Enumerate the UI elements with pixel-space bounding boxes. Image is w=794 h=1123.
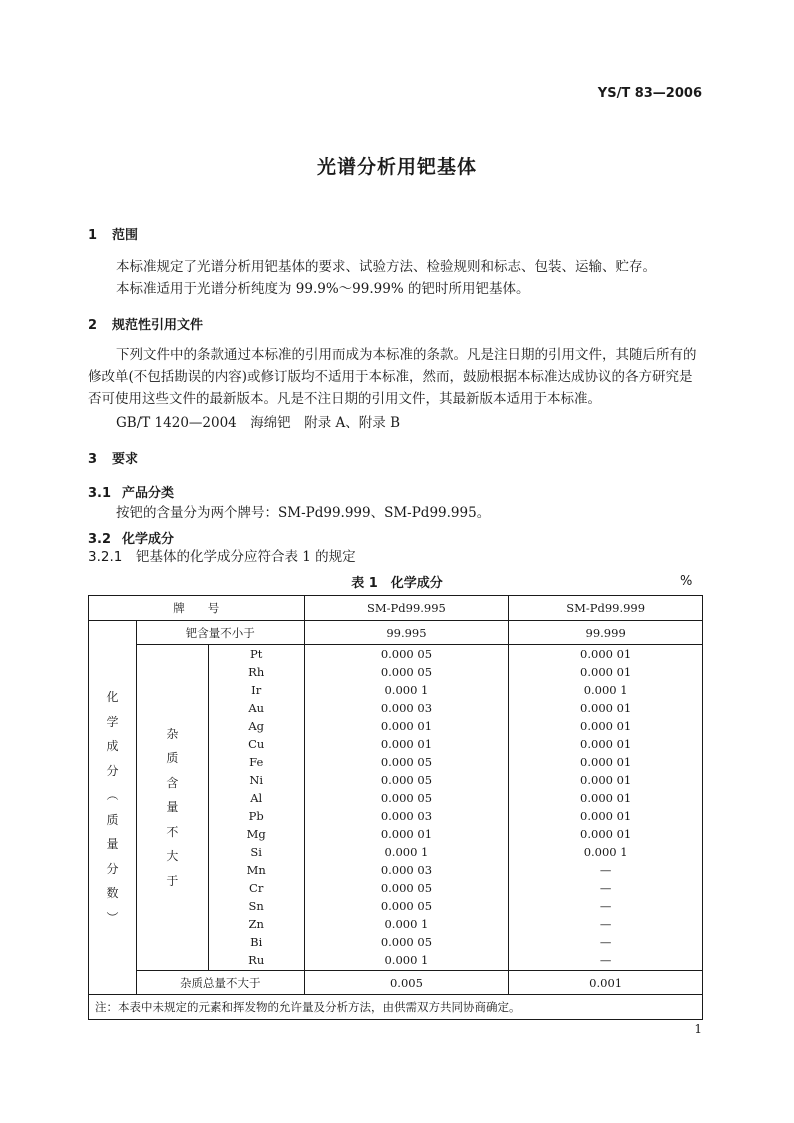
element-symbol: Cr [249, 881, 264, 895]
side-char: 成 [106, 739, 119, 753]
page-number: 1 [694, 1022, 702, 1036]
total-value2-cell: 0.001 [509, 971, 703, 995]
element-symbol: Si [250, 845, 262, 859]
impurity-value: 0.000 1 [583, 683, 628, 697]
impurity-char: 质 [166, 751, 179, 766]
table-header-row [89, 596, 703, 621]
element-symbol: Pb [248, 809, 264, 823]
table-note: 注：本表中未规定的元素和挥发物的允许量及分析方法，由供需双方共同协商确定。 [89, 995, 703, 1020]
section-3-1-heading [88, 482, 174, 501]
side-char: 量 [106, 837, 119, 851]
element-symbol: Bi [250, 935, 263, 949]
paragraph: 本标准适用于光谱分析纯度为 99.9%～99.99% 的钯时所用钯基体。 [116, 281, 530, 297]
grade1-impurity-values [304, 645, 509, 971]
impurity-value: 0.000 05 [380, 899, 433, 913]
impurity-value: — [599, 935, 612, 949]
side-char: 分 [106, 763, 119, 778]
pd-label-cell: 钯含量不小于 [136, 621, 304, 645]
impurity-value: 0.000 01 [580, 737, 632, 751]
element-symbol: Mn [246, 863, 266, 877]
impurity-value: 0.000 1 [384, 917, 429, 931]
total-impurity-row [89, 971, 703, 995]
pd-value1-cell: 99.995 [304, 621, 509, 645]
impurity-char: 大 [166, 849, 179, 864]
impurity-value: — [599, 863, 612, 877]
impurity-value: 0.000 01 [580, 719, 632, 733]
element-symbol: Mg [246, 827, 266, 841]
element-list-cell [208, 645, 304, 971]
impurity-value: — [599, 881, 612, 895]
impurity-value: 0.000 01 [580, 647, 632, 661]
impurity-value: 0.000 1 [583, 845, 628, 859]
impurity-value: 0.000 03 [380, 863, 433, 877]
table-unit: % [680, 574, 693, 589]
normative-reference: GB/T 1420—2004 海绵钯 附录 A、附录 B [116, 415, 401, 431]
impurity-value: 0.000 05 [380, 791, 433, 805]
clause-text: 钯基体的化学成分应符合表 1 的规定 [136, 549, 356, 565]
section-3-2-heading [88, 528, 174, 547]
side-label-cell [89, 621, 137, 995]
header-grade-cell: 牌 号 [89, 596, 305, 621]
element-symbol: Cu [248, 737, 265, 751]
impurity-char: 含 [166, 775, 179, 790]
document-title: 光谱分析用钯基体 [316, 156, 477, 178]
impurity-value: 0.000 01 [580, 809, 632, 823]
section-title: 范围 [112, 228, 139, 243]
element-symbol: Ir [251, 683, 262, 697]
side-char: ︵ [106, 788, 119, 802]
section-title: 规范性引用文件 [112, 318, 204, 333]
impurity-value: 0.000 05 [380, 935, 433, 949]
side-char: 数 [106, 886, 119, 900]
element-symbol: Ru [248, 953, 265, 967]
impurity-value: 0.000 05 [380, 665, 433, 679]
clause-3-2-1 [88, 546, 356, 568]
element-symbol: Zn [248, 917, 264, 931]
section-number: 3.2 [88, 532, 112, 547]
impurity-char: 量 [166, 800, 179, 815]
impurity-value: 0.000 01 [580, 773, 632, 787]
header-grade2-cell: SM-Pd99.999 [509, 596, 703, 621]
element-symbol: Sn [248, 899, 264, 913]
standard-number: YS/T 83—2006 [597, 86, 702, 101]
total-value1-cell: 0.005 [304, 971, 509, 995]
impurity-value: 0.000 01 [580, 755, 632, 769]
section-title: 要求 [112, 452, 139, 467]
grade2-impurity-values [509, 645, 703, 971]
impurity-label-cell [136, 645, 208, 971]
side-char: 化 [106, 690, 119, 704]
section-3-heading [88, 448, 138, 467]
impurity-value: 0.000 05 [380, 773, 433, 787]
element-symbol: Rh [248, 665, 265, 679]
impurity-char: 于 [166, 873, 179, 888]
impurity-value: — [599, 917, 612, 931]
chemical-composition-table [88, 595, 703, 1020]
impurity-value: 0.000 05 [380, 881, 433, 895]
section-number: 1 [88, 228, 98, 243]
header-grade1-cell: SM-Pd99.995 [304, 596, 509, 621]
impurity-char: 不 [166, 824, 179, 839]
element-symbol: Al [250, 791, 263, 805]
paragraph: 按钯的含量分为两个牌号：SM-Pd99.999、SM-Pd99.995。 [116, 505, 491, 521]
impurity-value: — [599, 953, 612, 967]
impurity-value: 0.000 01 [380, 719, 433, 733]
section-title: 化学成分 [122, 532, 175, 547]
table-note-row [89, 995, 703, 1020]
impurity-value: 0.000 05 [380, 755, 433, 769]
impurity-value: 0.000 03 [380, 809, 433, 823]
section-title: 产品分类 [122, 486, 175, 501]
side-char: 分 [106, 861, 119, 876]
element-symbol: Pt [250, 647, 263, 661]
side-char: ︶ [106, 910, 119, 925]
impurity-value: 0.000 03 [380, 701, 433, 715]
impurity-value: 0.000 01 [580, 791, 632, 805]
pd-content-row [89, 621, 703, 645]
element-symbol: Ag [248, 719, 265, 733]
impurity-value: 0.000 01 [580, 827, 632, 841]
impurity-value: 0.000 01 [580, 665, 632, 679]
impurity-value: 0.000 1 [384, 683, 429, 697]
impurity-value: 0.000 01 [380, 737, 433, 751]
total-label-cell: 杂质总量不大于 [136, 971, 304, 995]
element-symbol: Ni [249, 773, 264, 787]
paragraph: 本标准规定了光谱分析用钯基体的要求、试验方法、检验规则和标志、包装、运输、贮存。 [116, 259, 656, 275]
clause-number: 3.2.1 [88, 549, 123, 565]
side-label-chars [89, 685, 136, 930]
section-2-heading [88, 314, 203, 333]
element-symbol: Fe [249, 755, 264, 769]
table-title: 表 1 化学成分 [351, 576, 443, 591]
impurity-block-row [89, 645, 703, 971]
section-number: 2 [88, 318, 98, 333]
section-1-heading [88, 224, 138, 243]
section-number: 3.1 [88, 486, 112, 501]
impurity-value: 0.000 01 [580, 701, 632, 715]
pd-value2-cell: 99.999 [509, 621, 703, 645]
section-number: 3 [88, 452, 98, 467]
impurity-value: — [599, 899, 612, 913]
impurity-char: 杂 [166, 726, 179, 741]
impurity-value: 0.000 05 [380, 647, 433, 661]
impurity-value: 0.000 01 [380, 827, 433, 841]
paragraph: 下列文件中的条款通过本标准的引用而成为本标准的条款。凡是注日期的引用文件，其随后所有的修改单(不包括勘误的内容)或修订版均不适用于本标准，然而，鼓励根据本标准达成协议的各方研究是否可使用这些文件的最新版本。凡是不注日期的引用文件，其最新版本适用于本标准。 [88, 347, 697, 407]
side-char: 质 [106, 812, 119, 827]
impurity-value: 0.000 1 [384, 953, 429, 967]
impurity-value: 0.000 1 [384, 845, 429, 859]
element-symbol: Au [248, 701, 265, 715]
side-char: 学 [106, 714, 119, 729]
